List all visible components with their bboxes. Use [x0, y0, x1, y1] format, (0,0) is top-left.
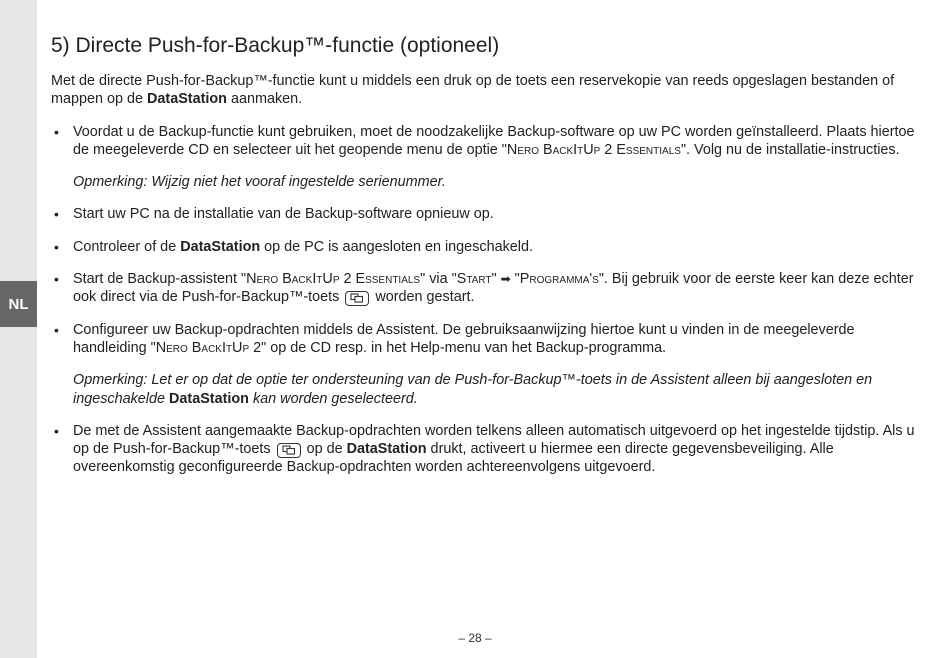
- item-text: 2" op de CD resp. in het Help-menu van het Backup-programma.: [249, 339, 667, 356]
- software-name: Nero BackItUp 2 Essentials: [246, 271, 421, 288]
- item-text: op de PC is aangesloten en ingeschakeld.: [260, 238, 533, 255]
- item-text: ": [510, 271, 520, 288]
- list-item: [51, 422, 917, 477]
- software-name: Nero BackItUp: [155, 339, 250, 356]
- push-for-backup-key-icon: [345, 291, 369, 306]
- page-number: – 28 –: [458, 631, 492, 645]
- product-name: DataStation: [147, 91, 227, 108]
- language-tab: NL: [0, 281, 37, 327]
- note-text: kan worden geselecteerd.: [248, 390, 418, 407]
- sidebar: [0, 0, 37, 658]
- bullet: •: [54, 321, 59, 338]
- bullet: •: [54, 422, 59, 439]
- item-text: De met de Assistent aangemaakte Backup-opdrachten worden telkens alleen automatisch uitgevoerd op het ingestelde tijdstip. Als u op de Push-for-Backup™-toets: [73, 422, 915, 458]
- bullet: •: [54, 238, 59, 255]
- intro-paragraph: [51, 72, 917, 109]
- section-title: 5) Directe Push-for-Backup™-functie (optioneel): [51, 34, 500, 57]
- bullet: •: [54, 271, 59, 288]
- product-name: DataStation: [346, 441, 427, 458]
- note-text: Opmerking: Let er op dat de optie ter ondersteuning van de Push-for-Backup™-toets in de Assistent alleen bij aangesloten en ingeschakelde: [73, 372, 873, 407]
- item-text: Start uw PC na de installatie van de Backup-software opnieuw op.: [73, 206, 494, 223]
- note: [73, 371, 917, 408]
- intro-text-end: aanmaken.: [226, 91, 303, 108]
- item-text: op de: [302, 441, 347, 458]
- list-item: [51, 123, 917, 192]
- product-name: DataStation: [180, 238, 261, 255]
- intro-text: Met de directe Push-for-Backup™-functie kunt u middels een druk op de toets een reservekopie van reeds opgeslagen bestanden of mappen op de: [51, 73, 895, 108]
- item-text: ". Bij gebruik voor de eerste keer kan deze echter ook direct via de Push-for-Backup™-toets: [73, 271, 914, 306]
- page-content: [51, 32, 917, 491]
- item-text: Start de Backup-assistent ": [73, 271, 247, 288]
- list-item: [51, 205, 917, 223]
- arrow-right-icon: ➡: [500, 272, 511, 287]
- item-text: Voordat u de Backup-functie kunt gebruiken, moet de noodzakelijke Backup-software op uw PC worden geïnstalleerd. Plaats hiertoe de meegeleverde CD en selecteer uit het geopende menu de optie ": [73, 123, 915, 158]
- item-text: worden gestart.: [371, 289, 475, 306]
- item-text: " via ": [420, 271, 457, 288]
- bullet: •: [54, 123, 59, 140]
- bullet: •: [54, 206, 59, 223]
- product-name: DataStation: [169, 390, 249, 407]
- list-item: [51, 238, 917, 256]
- push-for-backup-key-icon: [277, 443, 301, 458]
- list-item: [51, 321, 917, 408]
- item-text: ": [491, 271, 501, 288]
- menu-programs: Programma's: [519, 271, 599, 288]
- item-text: Controleer of de: [73, 238, 181, 255]
- item-text: drukt, activeert u hiermee een directe gegevensbeveiliging. Alle overeenkomstig geconfigureerde Backup-opdrachten worden achtereenvolgens uitgevoerd.: [73, 441, 834, 476]
- instruction-list: [51, 123, 917, 477]
- list-item: [51, 270, 917, 307]
- note: Opmerking: Wijzig niet het vooraf ingestelde serienummer.: [73, 174, 446, 191]
- software-name: Nero BackItUp 2 Essentials: [506, 141, 681, 158]
- item-text: ". Volg nu de installatie-instructies.: [680, 141, 900, 158]
- item-text: Configureer uw Backup-opdrachten middels de Assistent. De gebruiksaanwijzing hiertoe kunt u vinden in de meegeleverde handleiding ": [73, 321, 855, 356]
- menu-start: Start: [456, 271, 492, 288]
